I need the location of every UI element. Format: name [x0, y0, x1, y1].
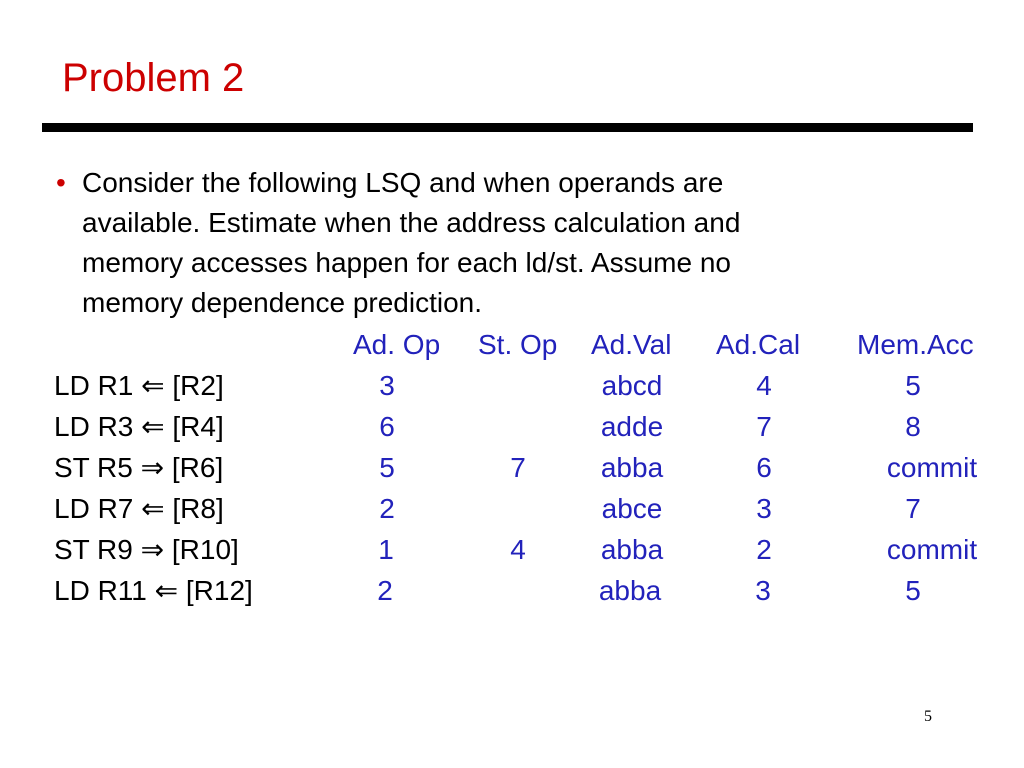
table-row — [0, 407, 1024, 447]
ad-op-cell: 2 — [379, 493, 395, 524]
bullet-line-1: Consider the following LSQ and when operands are — [82, 167, 724, 198]
mem-acc-cell: commit — [886, 452, 978, 483]
table-row — [0, 366, 1024, 406]
header-mem-acc: Mem.Acc — [857, 329, 974, 360]
slide-title: Problem 2 — [62, 56, 245, 100]
ad-cal-cell: 6 — [756, 452, 772, 483]
ad-op-cell: 3 — [379, 370, 395, 401]
mem-acc-cell: 7 — [905, 493, 921, 524]
ad-val-cell: abce — [601, 493, 663, 524]
mem-acc-cell: commit — [886, 534, 978, 565]
mem-acc-cell: 8 — [905, 411, 921, 442]
mem-acc-cell: 5 — [905, 370, 921, 401]
header-ad-cal: Ad.Cal — [716, 329, 801, 360]
ad-cal-cell: 7 — [756, 411, 772, 442]
table-row — [0, 571, 1024, 611]
ad-cal-cell: 2 — [756, 534, 772, 565]
slide-number: 5 — [924, 708, 932, 725]
table-row — [0, 448, 1024, 488]
ad-op-cell: 5 — [379, 452, 395, 483]
header-ad-val: Ad.Val — [591, 329, 672, 360]
bullet-line-3: memory accesses happen for each ld/st. Assume no — [82, 247, 731, 278]
bullet-line-4: memory dependence prediction. — [82, 287, 483, 318]
ad-val-cell: abcd — [601, 370, 663, 401]
table-row — [0, 530, 1024, 570]
ad-op-cell: 1 — [378, 534, 394, 565]
ad-cal-cell: 3 — [756, 493, 772, 524]
st-op-cell: 7 — [510, 452, 526, 483]
table-row — [0, 489, 1024, 529]
instruction-cell: LD R7 ⇐ [R8] — [54, 493, 224, 524]
ad-op-cell: 2 — [377, 575, 393, 606]
instruction-cell: LD R1 ⇐ [R2] — [54, 370, 224, 401]
ad-op-cell: 6 — [379, 411, 395, 442]
ad-val-cell: abba — [600, 452, 664, 483]
ad-cal-cell: 3 — [755, 575, 771, 606]
instruction-cell: ST R5 ⇒ [R6] — [54, 452, 224, 483]
bullet-line-2: available. Estimate when the address calculation and — [82, 207, 741, 238]
header-ad-op: Ad. Op — [353, 329, 441, 360]
bullet-icon: • — [56, 167, 66, 198]
title-divider — [42, 123, 973, 132]
instruction-cell: LD R3 ⇐ [R4] — [54, 411, 224, 442]
instruction-cell: ST R9 ⇒ [R10] — [54, 534, 239, 565]
ad-val-cell: abba — [600, 534, 664, 565]
ad-cal-cell: 4 — [756, 370, 772, 401]
st-op-cell: 4 — [510, 534, 526, 565]
ad-val-cell: adde — [600, 411, 664, 442]
mem-acc-cell: 5 — [905, 575, 921, 606]
ad-val-cell: abba — [598, 575, 662, 606]
header-st-op: St. Op — [478, 329, 558, 360]
instruction-cell: LD R11 ⇐ [R12] — [54, 575, 253, 606]
